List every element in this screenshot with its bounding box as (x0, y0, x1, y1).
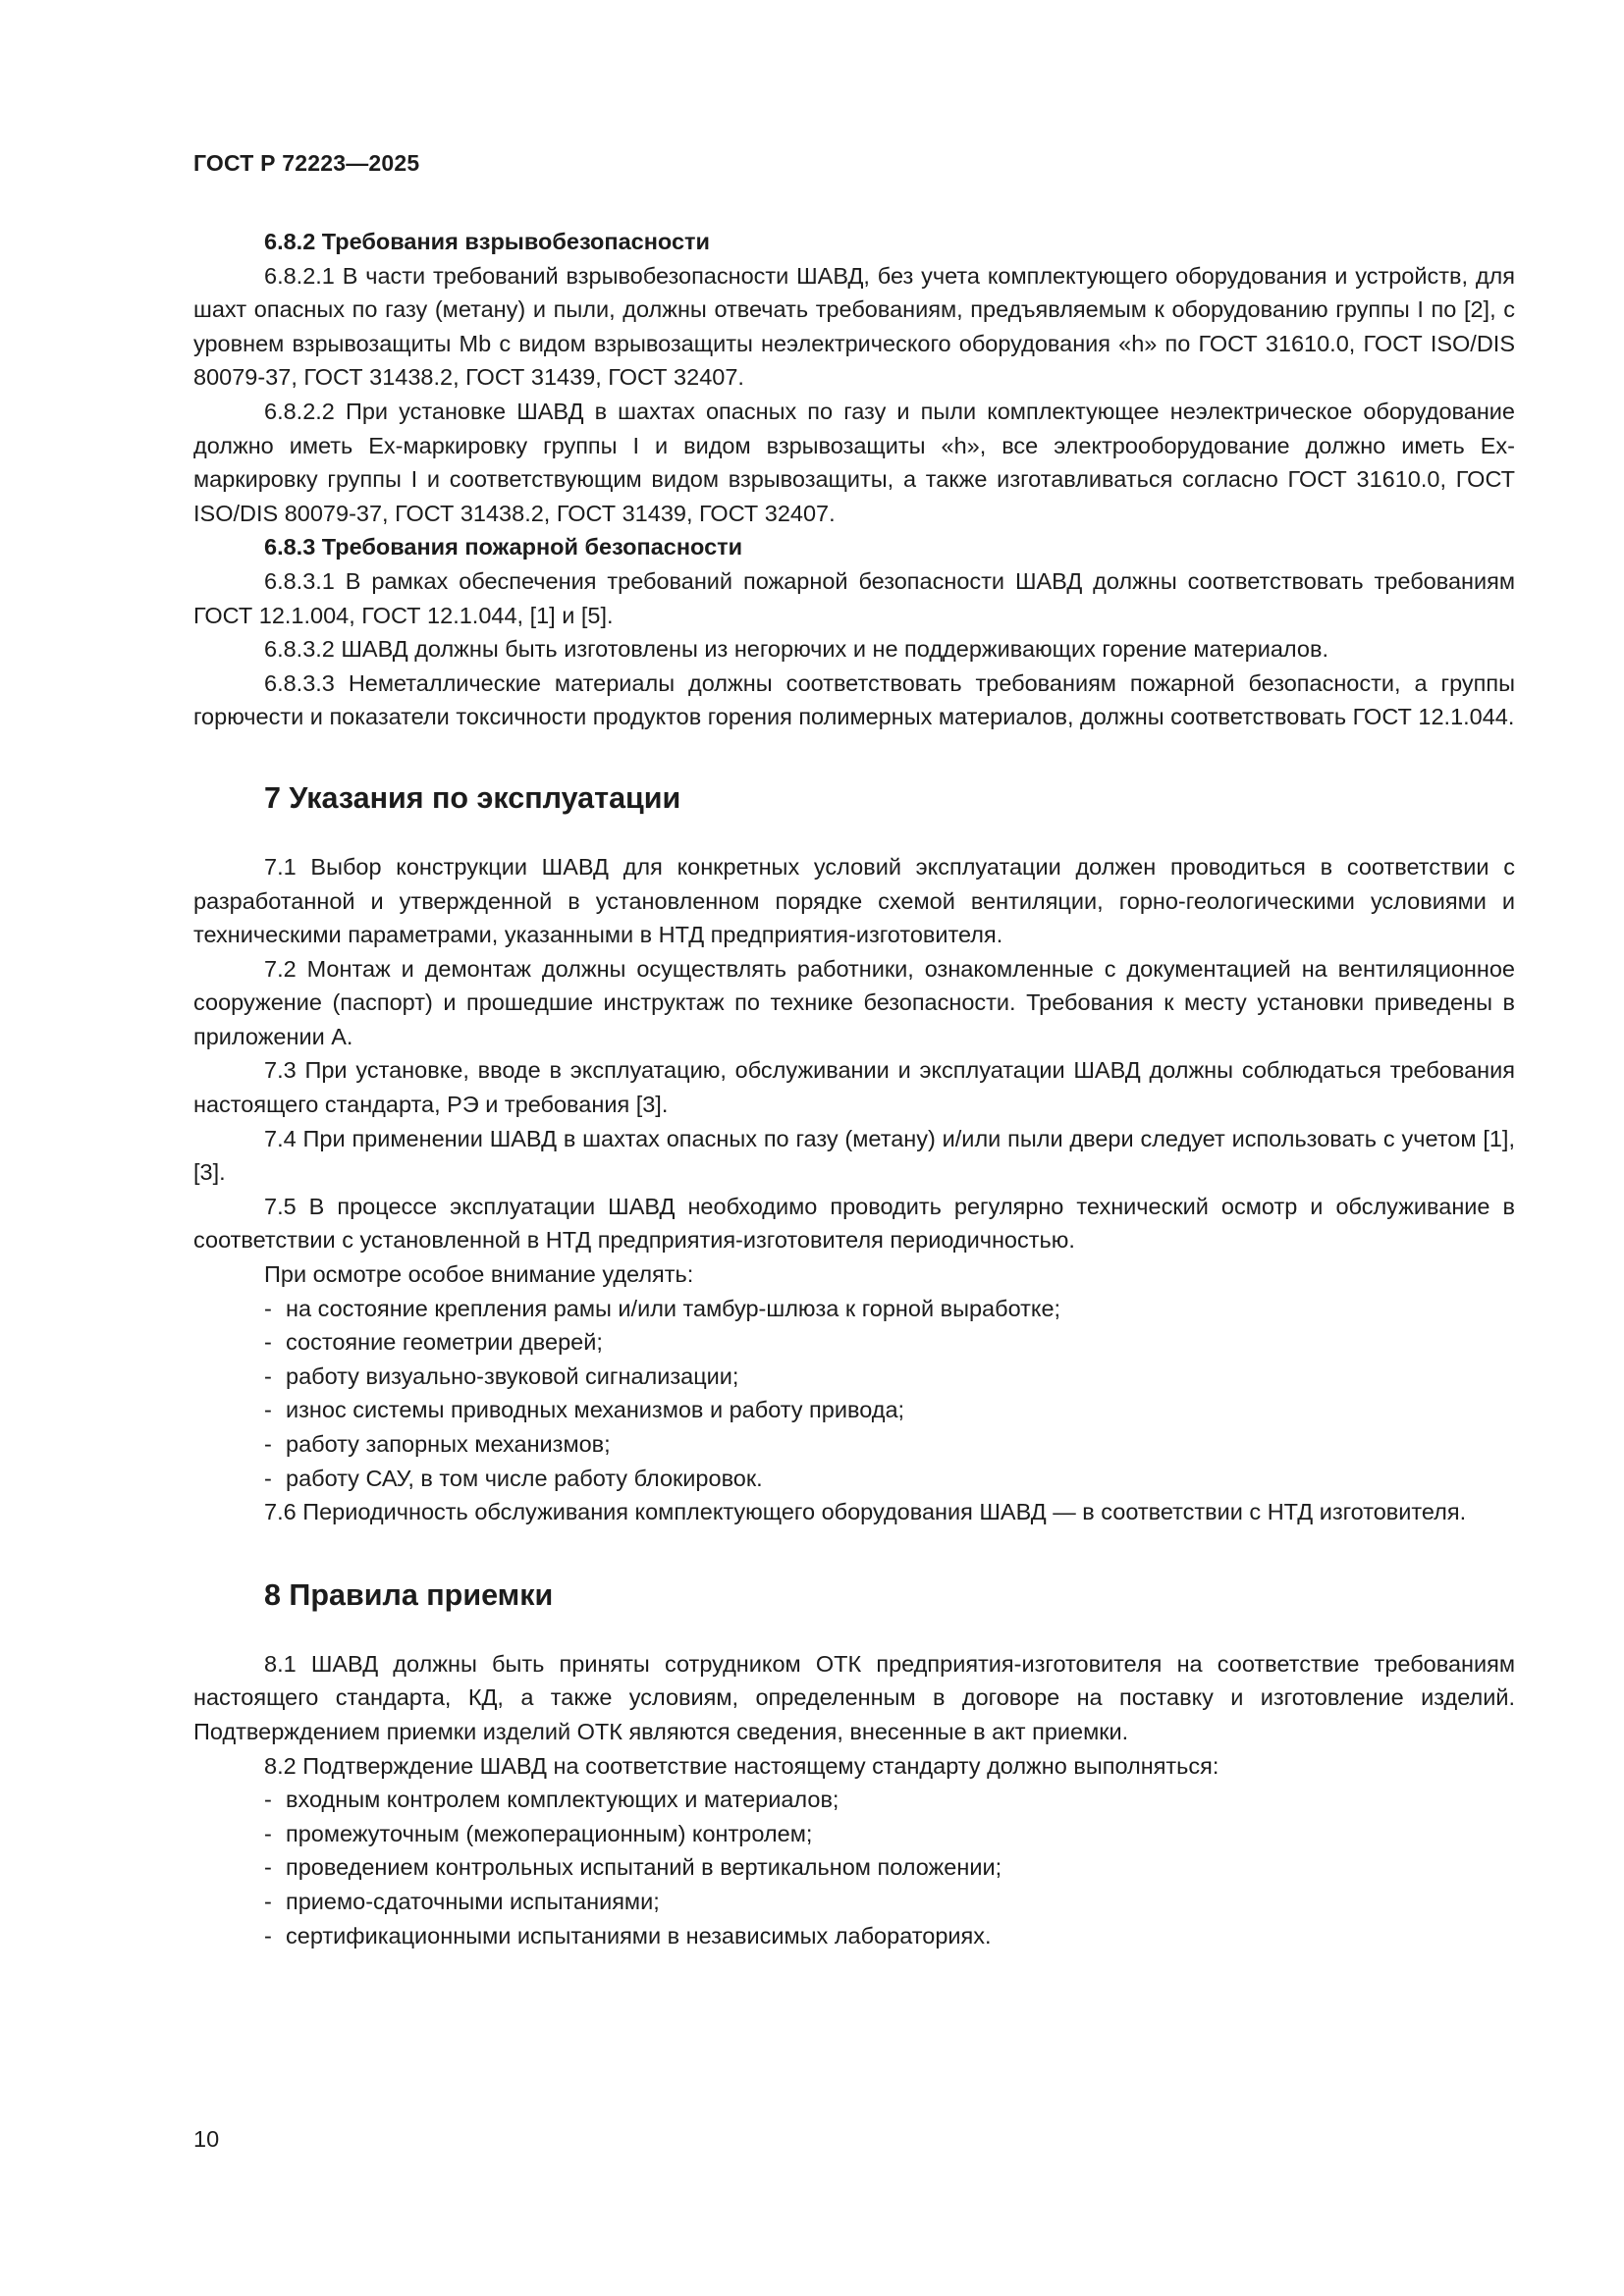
list-dash: - (264, 1295, 272, 1321)
list-item: - состояние геометрии дверей; (193, 1325, 1515, 1360)
list-item: - на состояние крепления рамы и/или тамбур-шлюза к горной выработке; (193, 1292, 1515, 1326)
paragraph-7-1: 7.1 Выбор конструкции ШАВД для конкретных условий эксплуатации должен проводиться в соответствии с разработанной и утвержденной в установленном порядке схемой вентиляции, горно-геологическими условиями и техническими параметрами, указанными в НТД предприятия-изготовителя. (193, 853, 1515, 948)
list-dash: - (264, 1787, 272, 1813)
paragraph-6-8-2-2: 6.8.2.2 При установке ШАВД в шахтах опасных по газу и пыли комплектующее неэлектрическое оборудование должно иметь Ех-маркировку группы I и видом взрывозащиты «h», все электрооборудование должно иметь Ех-маркировку группы I и соответствующим видом взрывозащиты, а также изготавливаться согласно ГОСТ 31610.0, ГОСТ ISO/DIS 80079-37, ГОСТ 31438.2, ГОСТ 31439, ГОСТ 32407. (193, 398, 1515, 526)
acceptance-list (193, 1783, 1515, 1952)
document-body (193, 225, 1515, 1952)
paragraph-7-3: 7.3 При установке, вводе в эксплуатацию, обслуживании и эксплуатации ШАВД должны соблюдаться требования настоящего стандарта, РЭ и требования [3]. (193, 1057, 1515, 1118)
paragraph-7-5: 7.5 В процессе эксплуатации ШАВД необходимо проводить регулярно технический осмотр и обслуживание в соответствии с установленной в НТД предприятия-изготовителя периодичностью. (193, 1193, 1515, 1254)
list-item: - работу визуально-звуковой сигнализации; (193, 1360, 1515, 1394)
list-dash: - (264, 1820, 272, 1846)
paragraph-6-8-2-1: 6.8.2.1 В части требований взрывобезопасности ШАВД, без учета комплектующего оборудования и устройств, для шахт опасных по газу (метану) и пыли, должны отвечать требованиям, предъявляемым к оборудованию группы I по [2], с уровнем взрывозащиты Mb с видом взрывозащиты неэлектрического оборудования «h» по ГОСТ 31610.0, ГОСТ ISO/DIS 80079-37, ГОСТ 31438.2, ГОСТ 31439, ГОСТ 32407. (193, 262, 1515, 391)
paragraph-8-2: 8.2 Подтверждение ШАВД на соответствие настоящему стандарту должно выполняться: (264, 1752, 1219, 1779)
paragraph-6-8-3-3: 6.8.3.3 Неметаллические материалы должны соответствовать требованиям пожарной безопасности, а группы горючести и показатели токсичности продуктов горения полимерных материалов, должны соответствовать ГОСТ 12.1.044. (193, 669, 1515, 730)
paragraph-6-8-3-2: 6.8.3.2 ШАВД должны быть изготовлены из негорючих и не поддерживающих горение материалов. (264, 636, 1328, 663)
list-item: - приемо-сдаточными испытаниями; (193, 1885, 1515, 1919)
list-item: - промежуточным (межоперационным) контролем; (193, 1817, 1515, 1851)
list-item: - работу САУ, в том числе работу блокировок. (193, 1462, 1515, 1496)
list-item: - износ системы приводных механизмов и работу привода; (193, 1393, 1515, 1427)
list-dash: - (264, 1362, 272, 1389)
paragraph-7-2: 7.2 Монтаж и демонтаж должны осуществлять работники, ознакомленные с документацией на вентиляционное сооружение (паспорт) и прошедшие инструктаж по технике безопасности. Требования к месту установки приведены в приложении А. (193, 955, 1515, 1049)
paragraph-6-8-3-1: 6.8.3.1 В рамках обеспечения требований пожарной безопасности ШАВД должны соответствовать требованиям ГОСТ 12.1.004, ГОСТ 12.1.044, [1] и [5]. (193, 567, 1515, 628)
list-item: - сертификационными испытаниями в независимых лабораториях. (193, 1919, 1515, 1953)
section-title-7: 7 Указания по эксплуатации (264, 780, 681, 815)
list-item: - входным контролем комплектующих и материалов; (193, 1783, 1515, 1817)
list-item: - работу запорных механизмов; (193, 1427, 1515, 1462)
page-number: 10 (193, 2126, 220, 2152)
section-title-8: 8 Правила приемки (264, 1577, 554, 1612)
subsection-title-6-8-3: 6.8.3 Требования пожарной безопасности (264, 534, 743, 561)
document-code-header: ГОСТ Р 72223—2025 (193, 150, 420, 176)
list-dash: - (264, 1465, 272, 1491)
list-dash: - (264, 1329, 272, 1356)
subsection-title-6-8-2: 6.8.2 Требования взрывобезопасности (264, 229, 711, 254)
inspection-list (193, 1292, 1515, 1496)
list-dash: - (264, 1397, 272, 1423)
list-dash: - (264, 1431, 272, 1457)
paragraph-8-1: 8.1 ШАВД должны быть приняты сотрудником ОТК предприятия-изготовителя на соответствие требованиям настоящего стандарта, КД, а также условиям, определенным в договоре на поставку и изготовление изделий. Подтверждением приемки изделий ОТК являются сведения, внесенные в акт приемки. (193, 1650, 1515, 1744)
inspection-list-lead: При осмотре особое внимание уделять: (264, 1261, 694, 1288)
list-dash: - (264, 1888, 272, 1914)
list-dash: - (264, 1854, 272, 1881)
paragraph-7-6: 7.6 Периодичность обслуживания комплектующего оборудования ШАВД — в соответствии с НТД изготовителя. (264, 1499, 1467, 1525)
list-item: - проведением контрольных испытаний в вертикальном положении; (193, 1850, 1515, 1885)
list-dash: - (264, 1922, 272, 1949)
paragraph-7-4: 7.4 При применении ШАВД в шахтах опасных по газу (метану) и/или пыли двери следует использовать с учетом [1], [3]. (193, 1125, 1515, 1186)
